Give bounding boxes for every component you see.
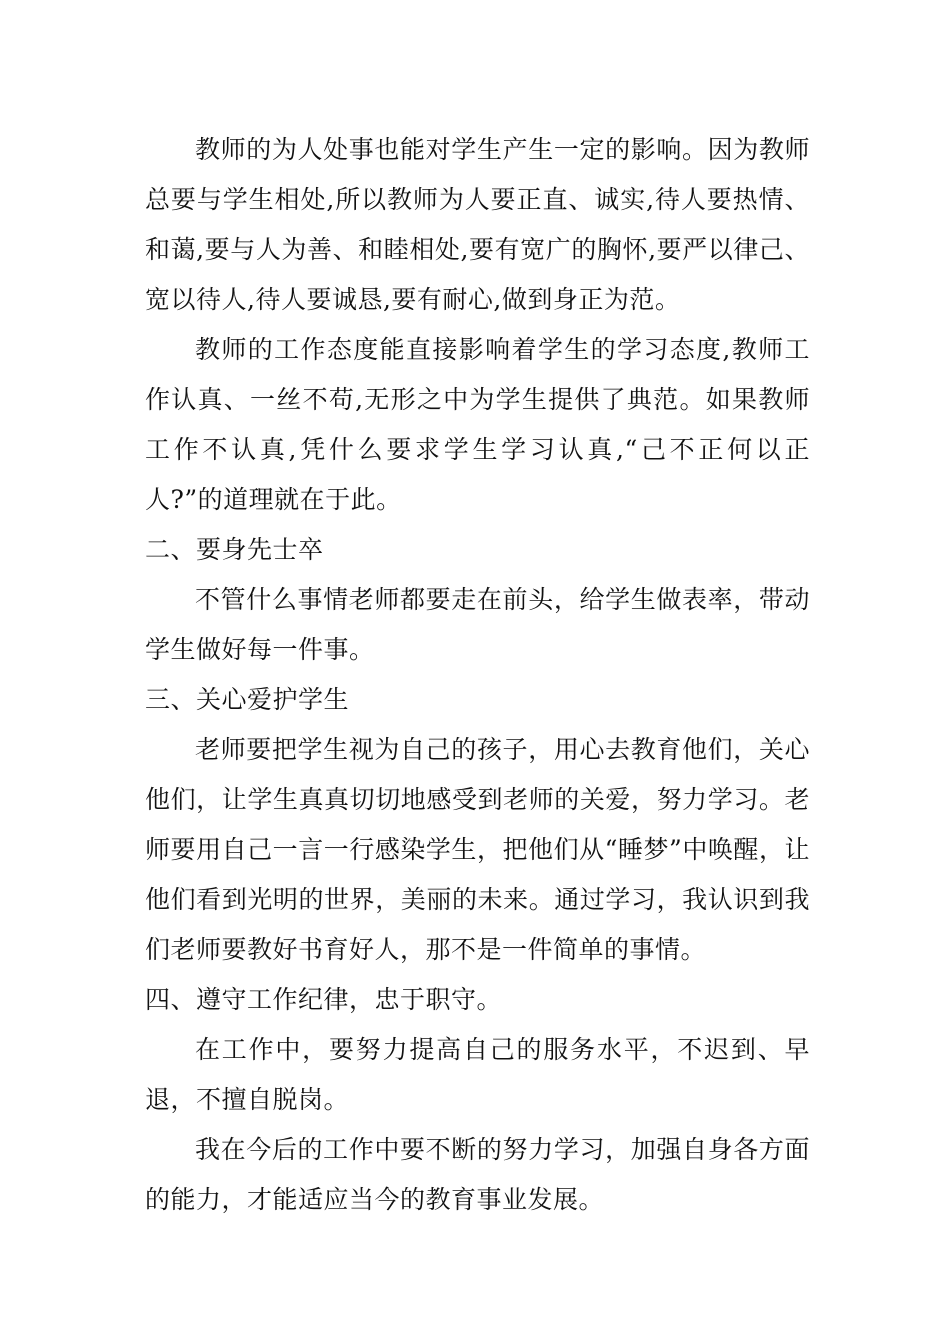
paragraph-work-attitude: 教师的工作态度能直接影响着学生的学习态度,教师工作认真、一丝不苟,无形之中为学生提供了典范。如果教师工作不认真,凭什么要求学生学习认真,“己不正何以正人?”的道理就在于此。	[145, 335, 810, 514]
paragraph-work-discipline: 在工作中，要努力提高自己的服务水平，不迟到、早退，不擅自脱岗。	[145, 1035, 810, 1114]
section-heading-lead-by-example: 二、要身先士卒	[145, 535, 324, 564]
document-body	[145, 125, 810, 1225]
paragraph-care-for-students: 老师要把学生视为自己的孩子，用心去教育他们，关心他们，让学生真真切切地感受到老师的关爱，努力学习。老师要用自己一言一行感染学生，把他们从“睡梦”中唤醒，让他们看到光明的世界，美丽的未来。通过学习，我认识到我们老师要教好书育好人，那不是一件简单的事情。	[145, 735, 810, 964]
section-heading-care-for-students: 三、关心爱护学生	[145, 685, 350, 714]
paragraph-lead-by-example: 不管什么事情老师都要走在前头，给学生做表率，带动学生做好每一件事。	[145, 585, 810, 664]
paragraph-teacher-conduct: 教师的为人处事也能对学生产生一定的影响。因为教师总要与学生相处,所以教师为人要正直、诚实,待人要热情、和蔼,要与人为善、和睦相处,要有宽广的胸怀,要严以律己、宽以待人,待人要诚恳,要有耐心,做到身正为范。	[145, 135, 810, 314]
section-heading-work-discipline: 四、遵守工作纪律，忠于职守。	[145, 985, 503, 1014]
paragraph-continuous-learning: 我在今后的工作中要不断的努力学习，加强自身各方面的能力，才能适应当今的教育事业发展。	[145, 1135, 810, 1214]
